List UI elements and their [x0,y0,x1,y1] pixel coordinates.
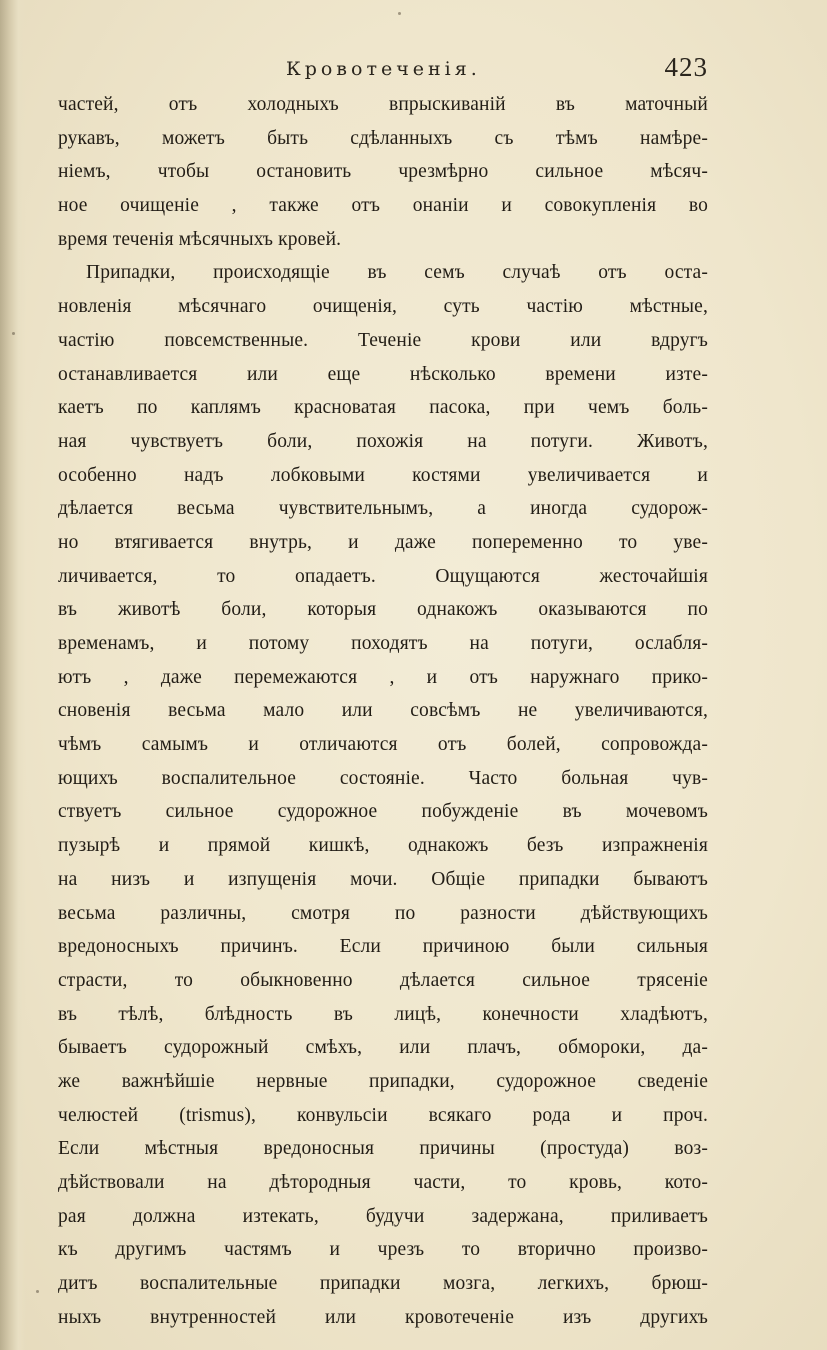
text-line: ющихъ воспалительное состояніе. Часто больная чув- [58,767,708,789]
text-line: личивается, то опадаетъ. Ощущаются жесточайшія [58,565,708,587]
text-line: временамъ, и потому походятъ на потуги, ослабля- [58,633,708,654]
text-line: на низъ и изпущенія мочи. Общіе припадки бываютъ [58,868,708,890]
running-head: Кровотеченія. [286,58,481,80]
text-line: новленія мѣсячнаго очищенія, суть частію мѣстные, [58,296,708,318]
text-line: частію повсемственные. Теченіе крови или вдругъ [58,329,708,351]
text-line: челюстей (trismus), конвульсіи всякаго рода и проч. [58,1104,708,1126]
text-line: вредоносныхъ причинъ. Если причиною были сильныя [58,936,708,958]
body-text [58,88,708,1334]
text-line: рукавъ, можетъ быть сдѣланныхъ съ тѣмъ намѣре- [58,127,708,149]
page-binding-shadow [0,0,26,1350]
text-line: чѣмъ самымъ и отличаются отъ болей, сопровожда- [58,734,708,756]
text-line: дѣйствовали на дѣтородныя части, то кровь, кото- [58,1172,708,1193]
page-header [48,52,708,86]
page-number: 423 [664,52,708,82]
text-line: въ тѣлѣ, блѣдность въ лицѣ, конечности хладѣютъ, [58,1003,708,1025]
text-line: сновенія весьма мало или совсѣмъ не увеличиваются, [58,700,708,722]
text-line: ствуетъ сильное судорожное побужденіе въ мочевомъ [58,801,708,823]
text-line: къ другимъ частямъ и чрезъ то вторично произво- [58,1239,708,1261]
paper-speck [36,1290,39,1293]
text-line: каетъ по каплямъ красноватая пасока, при чемъ боль- [58,397,708,419]
text-line: Припадки, происходящіе въ семъ случаѣ отъ оста- [86,262,708,284]
text-line: но втягивается внутрь, и даже попеременно то уве- [58,531,708,553]
paper-speck [398,12,401,15]
text-line: время теченія мѣсячныхъ кровей. [58,228,342,250]
text-line: пузырѣ и прямой кишкѣ, однакожъ безъ изпражненія [58,835,708,857]
text-line: дѣлается весьма чувствительнымъ, а иногда судорож- [58,498,708,520]
text-line: рая должна изтекать, будучи задержана, приливаетъ [58,1205,708,1227]
paper-speck [12,332,15,335]
text-line: частей, отъ холодныхъ впрыскиваній въ маточный [58,94,708,115]
text-line: весьма различны, смотря по разности дѣйствующихъ [58,902,708,924]
text-line: страсти, то обыкновенно дѣлается сильное трясеніе [58,969,708,991]
text-line: ніемъ, чтобы остановить чрезмѣрно сильное мѣсяч- [58,161,708,183]
text-line: особенно надъ лобковыми костями увеличивается и [58,464,708,486]
text-line: же важнѣйшіе нервные припадки, судорожное сведеніе [58,1070,708,1092]
text-line: ныхъ внутренностей или кровотеченіе изъ другихъ [58,1306,708,1328]
text-line: дитъ воспалительные припадки мозга, легкихъ, брюш- [58,1273,708,1295]
text-line: останавливается или еще нѣсколько времени изте- [58,363,708,385]
text-line: ютъ , даже перемежаются , и отъ наружнаго прико- [58,666,708,688]
text-line: въ животѣ боли, которыя однакожъ оказываются по [58,599,708,621]
text-line: ное очищеніе , также отъ онаніи и совокупленія во [58,195,708,217]
text-line: бываетъ судорожный смѣхъ, или плачъ, обмороки, да- [58,1037,708,1059]
text-line: Если мѣстныя вредоносныя причины (простуда) воз- [58,1138,708,1160]
text-line: ная чувствуетъ боли, похожія на потуги. Животъ, [58,430,708,452]
